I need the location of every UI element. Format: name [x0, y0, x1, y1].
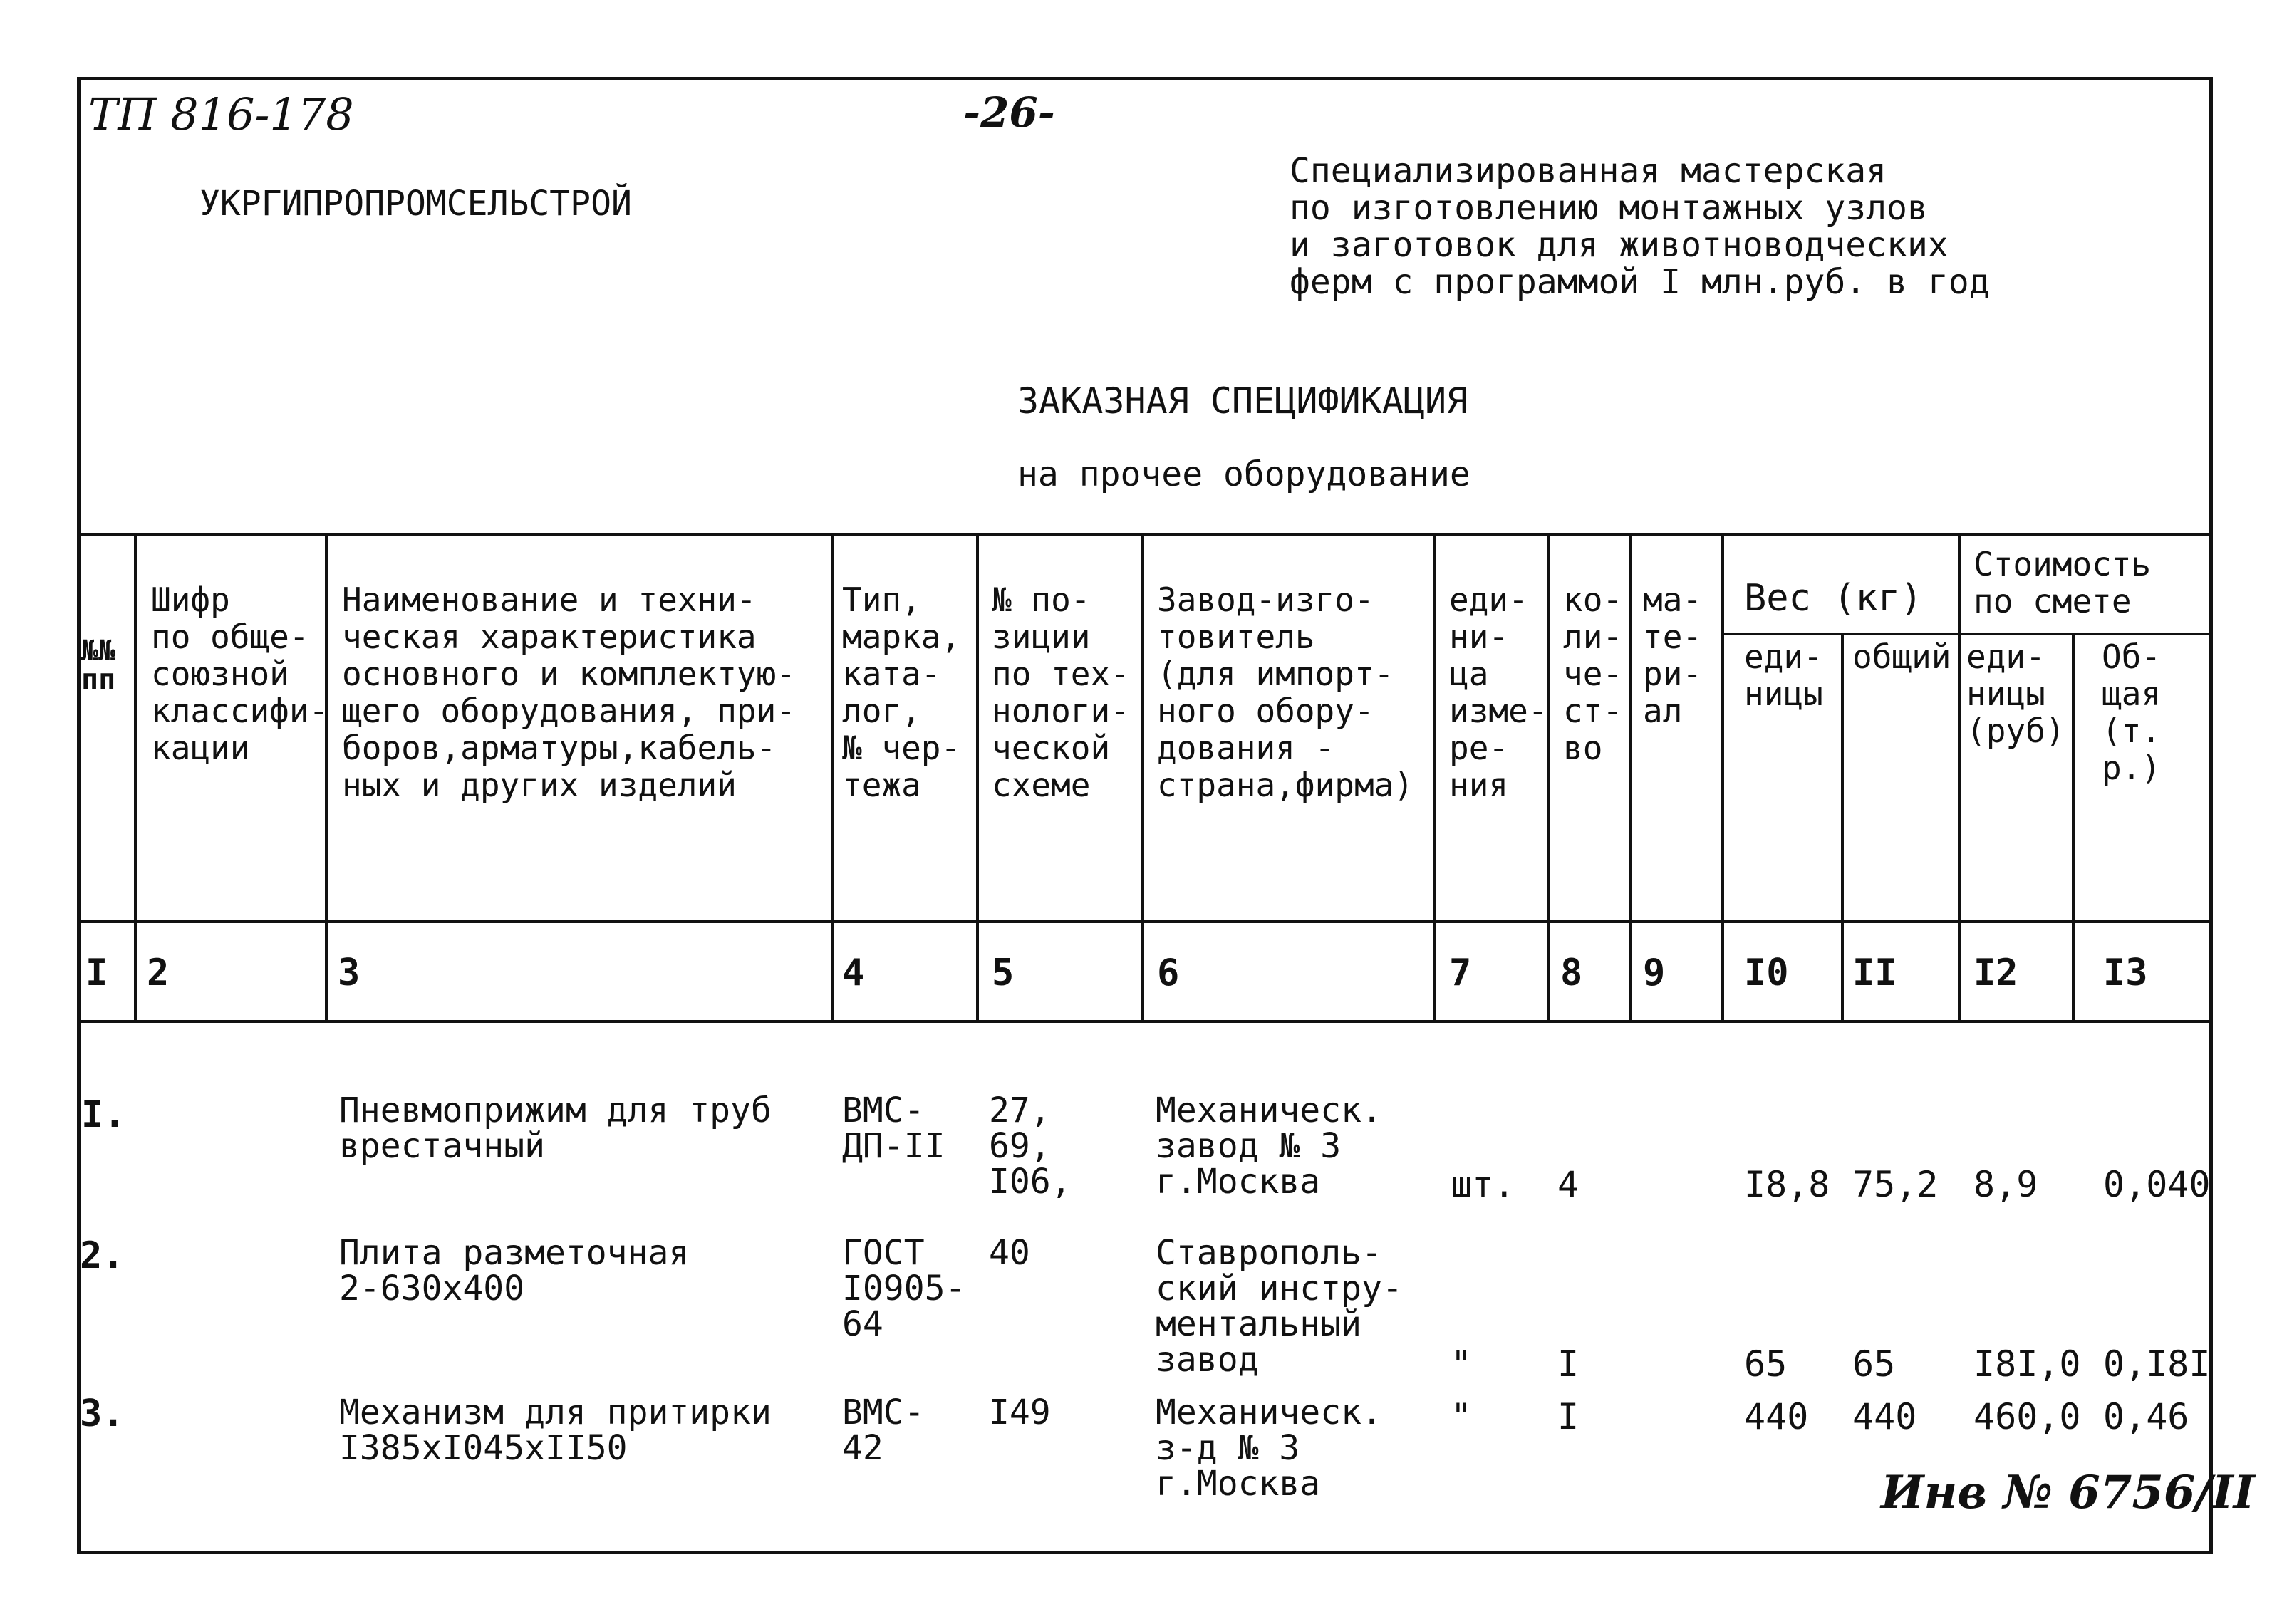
column-divider [2072, 633, 2075, 1023]
row-item-name: Плита разметочная 2-630х400 [339, 1233, 690, 1308]
column-number: I2 [1973, 952, 2018, 994]
row-number: 3. [80, 1393, 125, 1435]
header-position: № по- зиции по тех- нологи- ческой схеме [992, 581, 1130, 804]
row-item-unit: шт. [1451, 1164, 1515, 1205]
row-item-cost-unit: 8,9 [1973, 1164, 2038, 1205]
row-number: I. [81, 1093, 126, 1136]
inventory-number-stamp: Инв № 6756/II [1881, 1466, 2255, 1519]
column-divider [1433, 533, 1436, 1023]
header-classification-code: Шифр по обще- союзной классифи- кации [151, 581, 329, 767]
column-number: 3 [338, 952, 360, 994]
table-top-border [78, 533, 2213, 536]
header-weight-group: Вес (кг) [1744, 577, 1923, 620]
column-number: I [85, 952, 108, 994]
header-weight-unit: еди- ницы [1744, 637, 1823, 713]
document-title: ЗАКАЗНАЯ СПЕЦИФИКАЦИЯ [1017, 380, 1468, 422]
project-code: ТП 816-178 [88, 88, 354, 140]
column-number: 7 [1449, 952, 1472, 994]
column-number: 5 [992, 952, 1015, 994]
row-item-weight-total: 65 [1852, 1343, 1896, 1385]
column-number: 6 [1157, 952, 1180, 994]
row-item-unit: " [1451, 1343, 1473, 1385]
column-divider [1629, 533, 1632, 1023]
header-cost-total: Об- щая (т. р.) [2102, 637, 2162, 787]
row-item-position: 27, 69, I06, [989, 1091, 1072, 1202]
column-number: 4 [842, 952, 865, 994]
header-name-characteristics: Наименование и техни- ческая характеристика основного и комплектую- щего оборудования, при- боров,арматуры,кабель- ных и других изделий [342, 581, 796, 804]
header-material: ма- те- ри- ал [1643, 581, 1703, 730]
column-divider [1141, 533, 1144, 1023]
row-item-weight-total: 75,2 [1852, 1164, 1939, 1205]
row-item-name: Пневмоприжим для труб врестачный [339, 1091, 772, 1166]
row-item-quantity: 4 [1557, 1164, 1579, 1205]
header-bottom-border [78, 920, 2213, 923]
row-item-name: Механизм для притирки I385хI045хII50 [339, 1393, 772, 1468]
row-item-manufacturer: Механическ. завод № 3 г.Москва [1156, 1091, 1382, 1202]
column-number: 8 [1560, 952, 1583, 994]
row-item-cost-total: 0,040 [2103, 1164, 2211, 1205]
row-item-unit: " [1451, 1396, 1473, 1437]
row-item-weight-unit: 440 [1744, 1396, 1809, 1437]
organization-name: УКРГИПРОПРОМСЕЛЬСТРОЙ [199, 184, 632, 224]
column-numbers-bottom-border [78, 1020, 2213, 1023]
column-divider [1547, 533, 1550, 1023]
column-number: 9 [1643, 952, 1666, 994]
row-item-type: ВМС- 42 [842, 1393, 925, 1468]
header-row-number: №№ пп [81, 635, 116, 696]
row-item-position: 40 [989, 1233, 1030, 1273]
row-item-quantity: I [1557, 1396, 1579, 1437]
row-item-cost-total: 0,I8I [2103, 1343, 2211, 1385]
row-item-cost-unit: I8I,0 [1973, 1343, 2081, 1385]
page-number: -26- [963, 88, 1055, 137]
header-weight-total: общий [1852, 637, 1951, 676]
header-type-mark: Тип, марка, ката- лог, № чер- тежа [842, 581, 961, 804]
row-item-weight-unit: I8,8 [1744, 1164, 1830, 1205]
group-header-divider [1724, 633, 2213, 635]
column-number: I3 [2103, 952, 2148, 994]
row-item-position: I49 [989, 1393, 1051, 1432]
column-divider [976, 533, 979, 1023]
row-item-manufacturer: Механическ. з-д № 3 г.Москва [1156, 1393, 1382, 1504]
column-divider [831, 533, 834, 1023]
header-cost-group: Стоимость по смете [1973, 545, 2152, 620]
column-divider [1721, 533, 1724, 1023]
column-number: 2 [147, 952, 170, 994]
row-item-manufacturer: Ставрополь- ский инстру- ментальный завод [1156, 1233, 1403, 1380]
column-number: II [1852, 952, 1897, 994]
column-divider [1958, 533, 1961, 1023]
document-subtitle: на прочее оборудование [1017, 454, 1470, 494]
header-quantity: ко- ли- че- ст- во [1563, 581, 1623, 767]
column-number: I0 [1744, 952, 1789, 994]
row-item-cost-unit: 460,0 [1973, 1396, 2081, 1437]
row-number: 2. [80, 1234, 125, 1277]
document-subject: Специализированная мастерская по изготовлению монтажных узлов и заготовок для животноводческих ферм с программой I млн.руб. в год [1290, 151, 1990, 302]
row-item-cost-total: 0,46 [2103, 1396, 2189, 1437]
row-item-type: ВМС- ДП-II [842, 1091, 945, 1166]
header-cost-unit: еди- ницы (руб) [1966, 637, 2065, 750]
column-divider [134, 533, 137, 1023]
row-item-type: ГОСТ I0905- 64 [842, 1233, 966, 1344]
row-item-weight-unit: 65 [1744, 1343, 1788, 1385]
column-divider [1841, 633, 1844, 1023]
row-item-quantity: I [1557, 1343, 1579, 1385]
header-unit-of-measure: еди- ни- ца изме- ре- ния [1449, 581, 1548, 804]
header-manufacturer: Завод-изго- товитель (для импорт- ного обору- дования - страна,фирма) [1157, 581, 1414, 804]
row-item-weight-total: 440 [1852, 1396, 1917, 1437]
